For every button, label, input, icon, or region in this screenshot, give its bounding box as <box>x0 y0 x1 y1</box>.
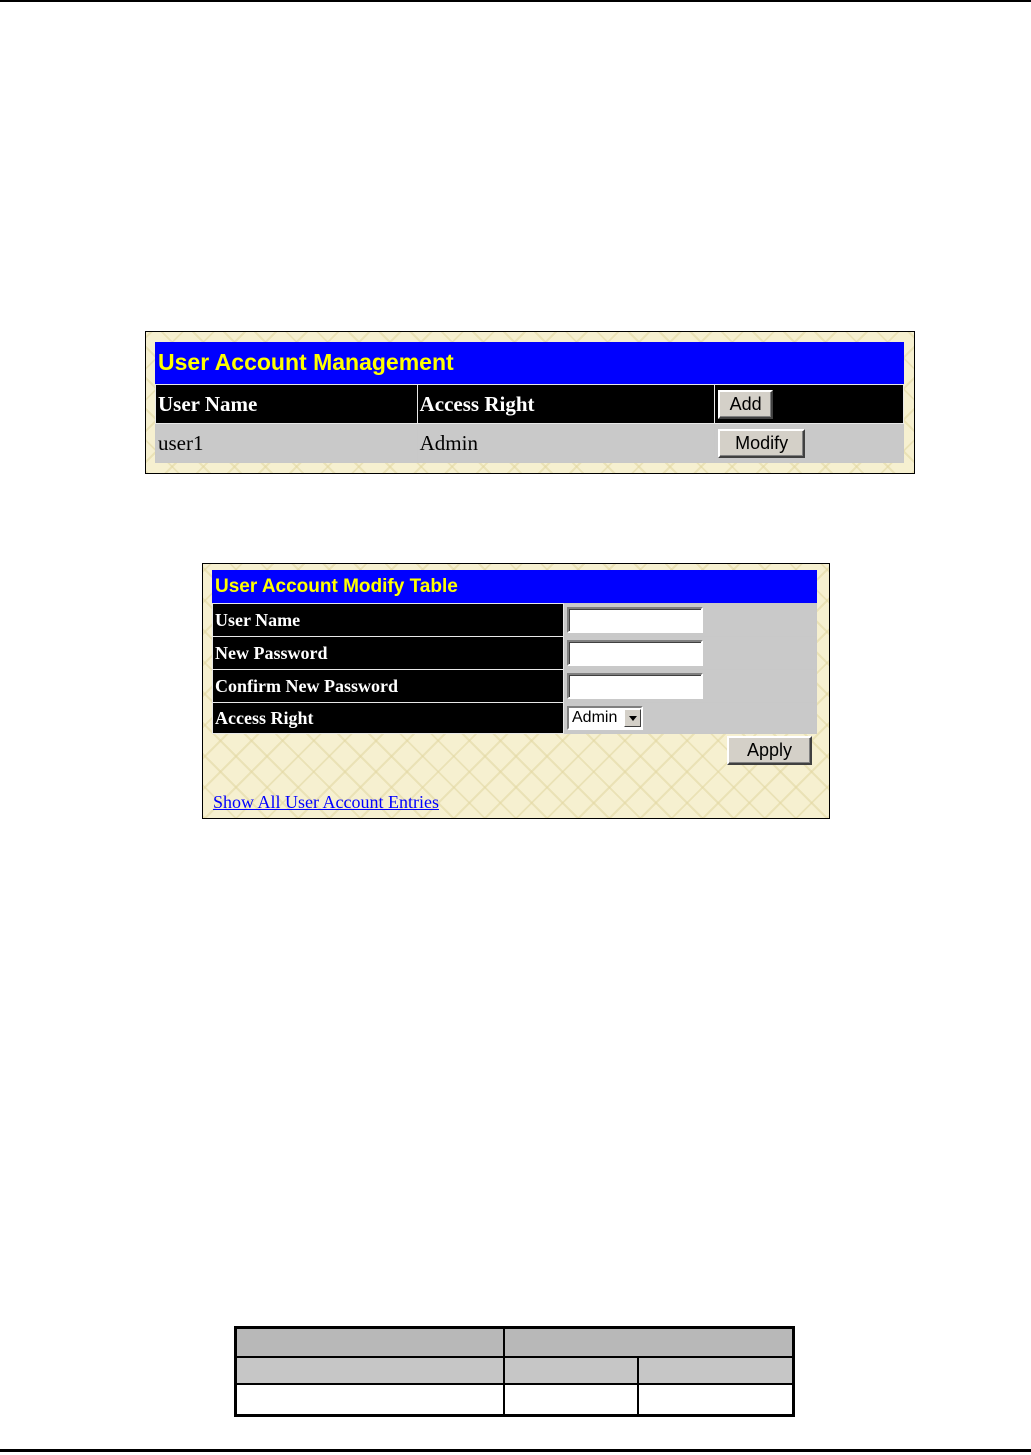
user-account-modify-panel <box>202 563 830 819</box>
access-right-selected-value: Admin <box>572 709 618 726</box>
page-top-rule <box>0 0 1031 2</box>
column-header-user-name: User Name <box>156 385 418 424</box>
user-account-management-panel <box>145 331 915 474</box>
access-right-label: Access Right <box>213 703 564 734</box>
table-row <box>156 424 904 463</box>
form-row-access-right <box>213 703 817 734</box>
form-row-confirm-password <box>213 670 817 703</box>
panel-title: User Account Modify Table <box>212 570 817 603</box>
show-all-user-accounts-link[interactable]: Show All User Account Entries <box>213 792 439 812</box>
user-account-table <box>155 384 904 463</box>
column-header-access-right: Access Right <box>417 385 715 424</box>
apply-button[interactable]: Apply <box>727 736 812 765</box>
modify-button[interactable]: Modify <box>718 429 805 458</box>
user-name-cell: user1 <box>156 424 418 463</box>
chevron-down-icon[interactable] <box>624 709 641 727</box>
add-cell <box>715 385 904 424</box>
panel-title: User Account Management <box>155 342 904 384</box>
page-bottom-rule <box>0 1449 1031 1452</box>
table-header-row <box>156 385 904 424</box>
modify-form-table <box>212 603 817 734</box>
action-cell <box>715 424 904 463</box>
blank-table-row <box>236 1328 794 1357</box>
blank-table <box>234 1326 795 1417</box>
add-button[interactable]: Add <box>718 390 773 419</box>
user-name-input[interactable] <box>567 607 703 633</box>
access-right-cell: Admin <box>417 424 715 463</box>
new-password-input[interactable] <box>567 640 703 666</box>
access-right-select[interactable] <box>567 706 643 730</box>
confirm-password-input[interactable] <box>567 673 703 699</box>
form-row-new-password <box>213 637 817 670</box>
blank-table-row <box>236 1357 794 1384</box>
user-name-label: User Name <box>213 604 564 637</box>
form-row-user-name <box>213 604 817 637</box>
blank-table-row <box>236 1384 794 1416</box>
confirm-password-label: Confirm New Password <box>213 670 564 703</box>
new-password-label: New Password <box>213 637 564 670</box>
